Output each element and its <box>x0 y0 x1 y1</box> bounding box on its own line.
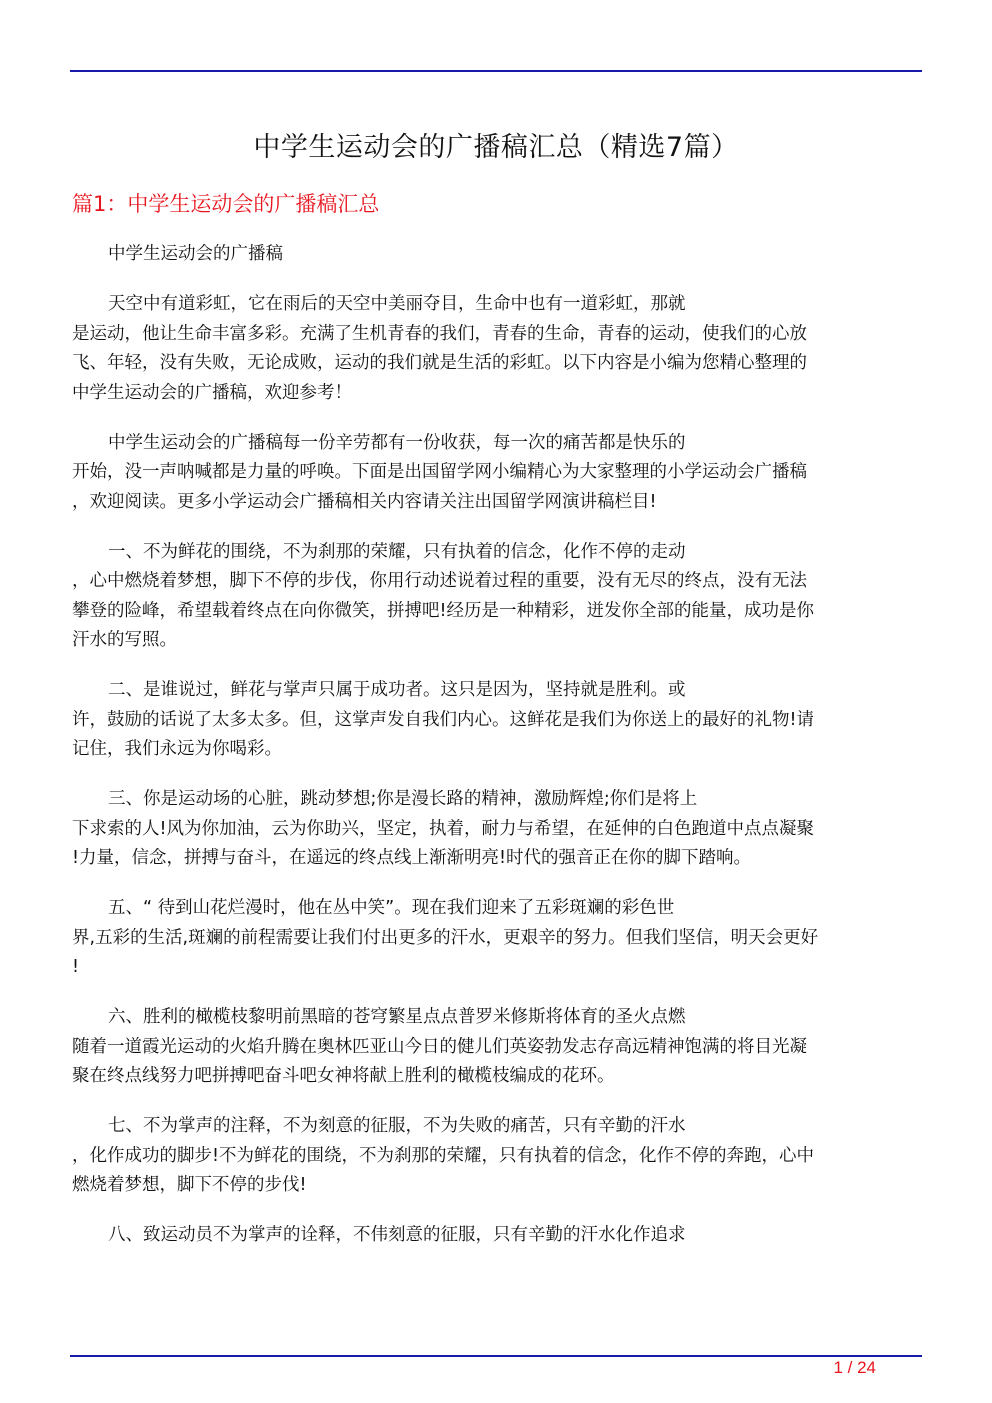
paragraph-line: 五、“ 待到山花烂漫时，他在丛中笑”。现在我们迎来了五彩斑斓的彩色世 <box>108 898 675 918</box>
paragraph-line: 聚在终点线努力吧拼搏吧奋斗吧女神将献上胜利的橄榄枝编成的花环。 <box>72 1066 615 1086</box>
paragraph <box>72 429 922 518</box>
paragraph-line: 汗水的写照。 <box>72 630 177 650</box>
paragraph-line: 七、不为掌声的注释，不为刻意的征服，不为失败的痛苦，只有辛勤的汗水 <box>108 1116 686 1136</box>
header-rule <box>70 70 922 72</box>
section-heading: 篇1：中学生运动会的广播稿汇总 <box>72 192 380 216</box>
paragraph <box>72 240 922 270</box>
paragraph-line: 中学生运动会的广播稿 <box>108 244 283 264</box>
paragraph <box>72 1221 922 1251</box>
paragraph-line: 六、胜利的橄榄枝黎明前黑暗的苍穹繁星点点普罗米修斯将体育的圣火点燃 <box>108 1007 686 1027</box>
paragraph-line: 界,五彩的生活,斑斓的前程需要让我们付出更多的汗水，更艰辛的努力。但我们坚信，明天会更好 <box>72 927 819 948</box>
document-body <box>72 240 922 1271</box>
paragraph <box>72 676 922 765</box>
paragraph <box>72 1003 922 1092</box>
paragraph <box>72 785 922 874</box>
paragraph-line: 开始，没一声呐喊都是力量的呼唤。下面是出国留学网小编精心为大家整理的小学运动会广播稿 <box>72 462 807 482</box>
paragraph-line: 燃烧着梦想，脚下不停的步伐! <box>72 1175 307 1195</box>
paragraph-line: 天空中有道彩虹，它在雨后的天空中美丽夺目，生命中也有一道彩虹，那就 <box>108 294 686 314</box>
paragraph-line: ，欢迎阅读。更多小学运动会广播稿相关内容请关注出国留学网演讲稿栏目! <box>72 491 657 512</box>
paragraph-line: 飞、年轻，没有失败，无论成败，运动的我们就是生活的彩虹。以下内容是小编为您精心整理的 <box>72 353 807 373</box>
paragraph-line: ，化作成功的脚步!不为鲜花的围绕，不为刹那的荣耀，只有执着的信念，化作不停的奔跑，心中 <box>72 1145 815 1166</box>
paragraph-line: ，心中燃烧着梦想，脚下不停的步伐，你用行动述说着过程的重要，没有无尽的终点，没有无法 <box>72 571 807 591</box>
paragraph <box>72 894 922 983</box>
paragraph-line: !力量，信念，拼搏与奋斗，在遥远的终点线上渐渐明亮!时代的强音正在你的脚下踏响。 <box>72 848 752 868</box>
paragraph-line: 一、不为鲜花的围绕，不为刹那的荣耀，只有执着的信念，化作不停的走动 <box>108 541 686 562</box>
paragraph-line: 三、你是运动场的心脏，跳动梦想;你是漫长路的精神，激励辉煌;你们是将上 <box>108 789 698 809</box>
paragraph <box>72 1112 922 1201</box>
document-title: 中学生运动会的广播稿汇总（精选7篇） <box>253 132 739 163</box>
paragraph-line: 是运动，他让生命丰富多彩。充满了生机青春的我们，青春的生命，青春的运动，使我们的心放 <box>72 323 807 344</box>
paragraph-line: 记住，我们永远为你喝彩。 <box>72 739 282 759</box>
footer-rule <box>70 1355 922 1357</box>
paragraph <box>72 290 922 408</box>
paragraph-line: 二、是谁说过，鲜花与掌声只属于成功者。这只是因为，坚持就是胜利。或 <box>108 680 686 700</box>
paragraph <box>72 538 922 656</box>
paragraph-line: 随着一道霞光运动的火焰升腾在奥林匹亚山今日的健儿们英姿勃发志存高远精神饱满的将目光凝 <box>72 1036 807 1057</box>
paragraph-line: 下求索的人!风为你加油，云为你助兴，坚定，执着，耐力与希望，在延伸的白色跑道中点点凝聚 <box>72 818 815 839</box>
paragraph-line: 中学生运动会的广播稿，欢迎参考！ <box>72 382 352 403</box>
page-number: 1 / 24 <box>833 1358 876 1377</box>
paragraph-line: 八、致运动员不为掌声的诠释，不伟刻意的征服，只有辛勤的汗水化作追求 <box>108 1225 686 1245</box>
paragraph-line: ! <box>72 957 80 977</box>
paragraph-line: 中学生运动会的广播稿每一份辛劳都有一份收获，每一次的痛苦都是快乐的 <box>108 432 686 453</box>
paragraph-line: 攀登的险峰，希望载着终点在向你微笑，拼搏吧!经历是一种精彩，迸发你全部的能量，成功是你 <box>72 600 815 621</box>
paragraph-line: 许，鼓励的话说了太多太多。但，这掌声发自我们内心。这鲜花是我们为你送上的最好的礼物!请 <box>72 709 815 730</box>
